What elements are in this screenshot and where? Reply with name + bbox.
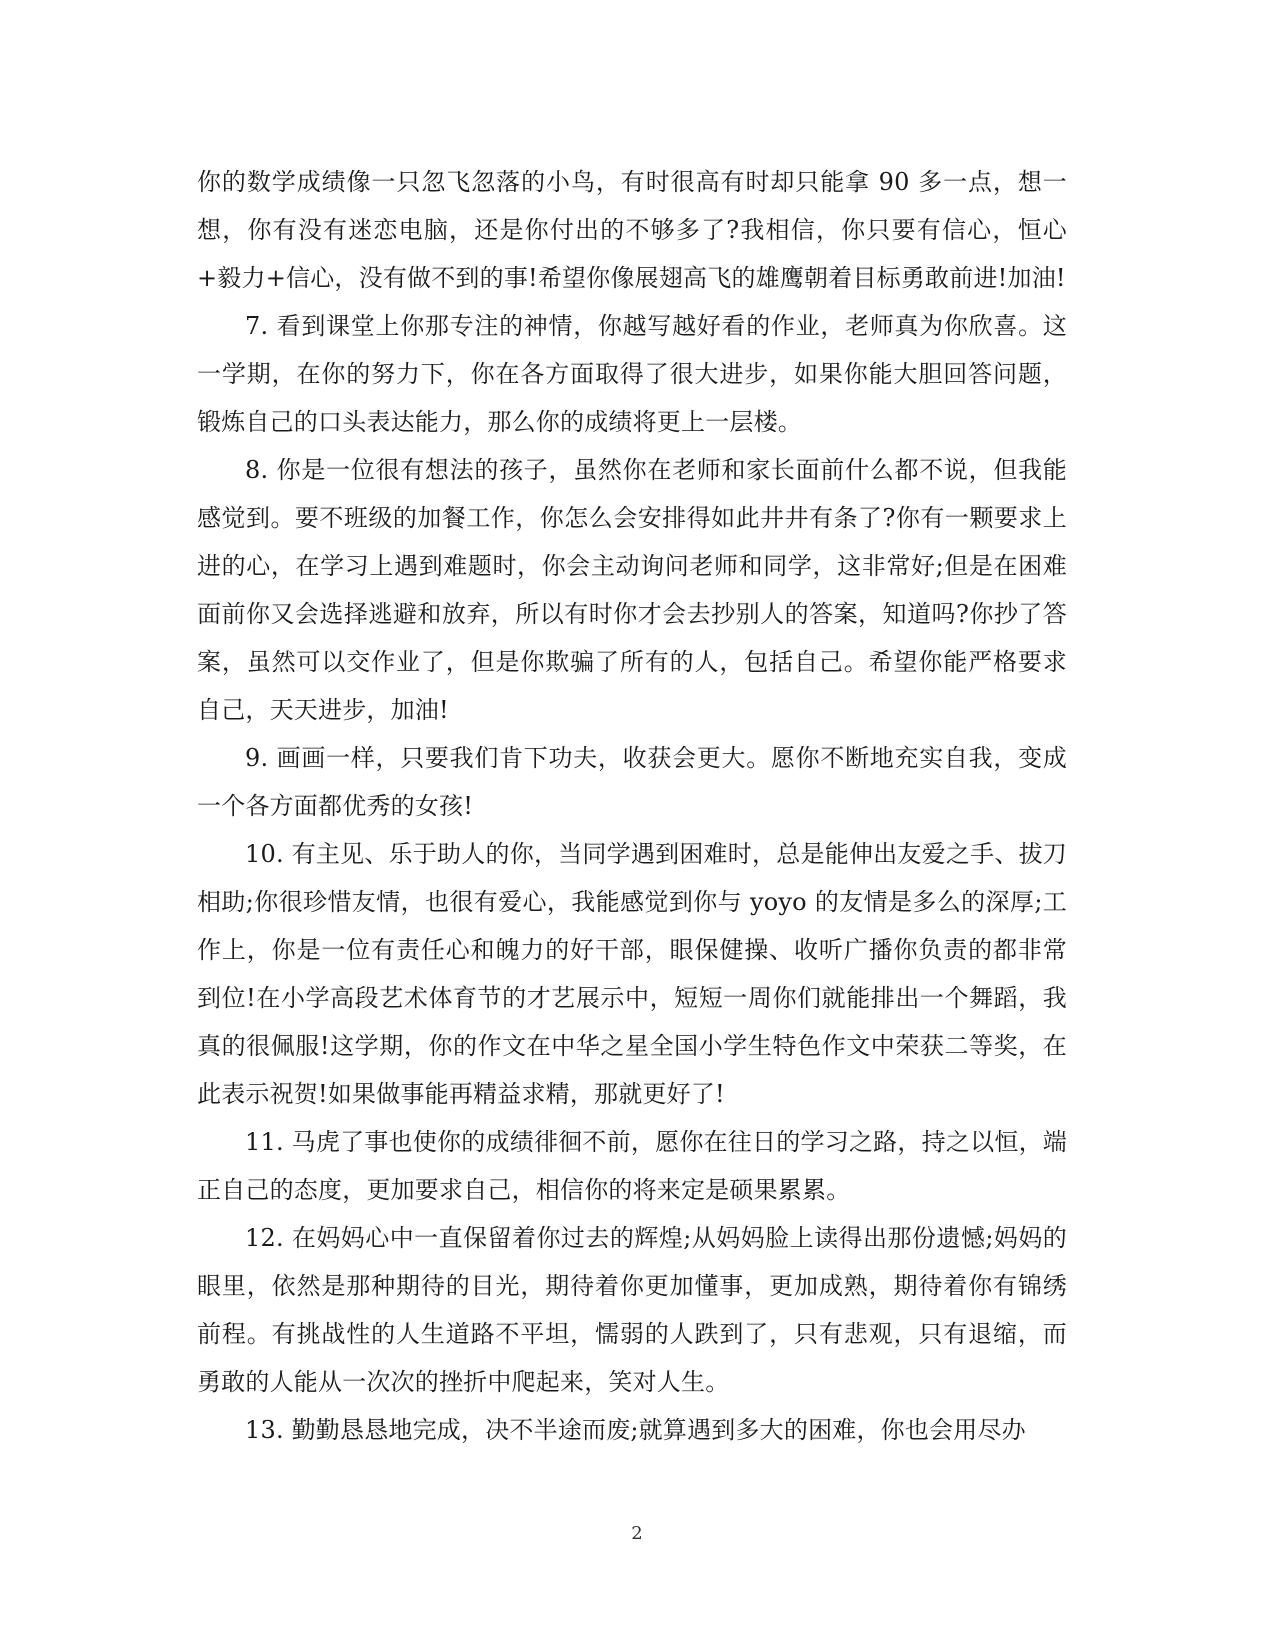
page-number: 2 (631, 1523, 643, 1544)
paragraph-continued: 你的数学成绩像一只忽飞忽落的小鸟，有时很高有时却只能拿 90 多一点，想一想，你有没有迷恋电脑，还是你付出的不够多了?我相信，你只要有信心，恒心+毅力+信心，没有做不到的事!希望你像展翅高飞的雄鹰朝着目标勇敢前进!加油! (197, 168, 1067, 292)
paragraph-12: 12. 在妈妈心中一直保留着你过去的辉煌;从妈妈脸上读得出那份遗憾;妈妈的眼里，依然是那种期待的目光，期待着你更加懂事，更加成熟，期待着你有锦绣前程。有挑战性的人生道路不平坦，懦弱的人跌到了，只有悲观，只有退缩，而勇敢的人能从一次次的挫折中爬起来，笑对人生。 (197, 1224, 1067, 1396)
paragraph-11: 11. 马虎了事也使你的成绩徘徊不前，愿你在往日的学习之路，持之以恒，端正自己的态度，更加要求自己，相信你的将来定是硕果累累。 (197, 1128, 1067, 1204)
body-text (197, 158, 1067, 1454)
paragraph-9: 9. 画画一样，只要我们肯下功夫，收获会更大。愿你不断地充实自我，变成一个各方面都优秀的女孩! (197, 744, 1067, 820)
paragraph-13: 13. 勤勤恳恳地完成，决不半途而废;就算遇到多大的困难，你也会用尽办 (245, 1416, 1026, 1444)
paragraph-7: 7. 看到课堂上你那专注的神情，你越写越好看的作业，老师真为你欣喜。这一学期，在你的努力下，你在各方面取得了很大进步，如果你能大胆回答问题，锻炼自己的口头表达能力，那么你的成绩将更上一层楼。 (197, 312, 1067, 436)
paragraph-10: 10. 有主见、乐于助人的你，当同学遇到困难时，总是能伸出友爱之手、拔刀相助;你很珍惜友情，也很有爱心，我能感觉到你与 yoyo 的友情是多么的深厚;工作上，你是一位有责任心和魄力的好干部，眼保健操、收听广播你负责的都非常到位!在小学高段艺术体育节的才艺展示中，短短一周你们就能排出一个舞蹈，我真的很佩服!这学期，你的作文在中华之星全国小学生特色作文中荣获二等奖，在此表示祝贺!如果做事能再精益求精，那就更好了! (197, 840, 1067, 1108)
paragraph-8: 8. 你是一位很有想法的孩子，虽然你在老师和家长面前什么都不说，但我能感觉到。要不班级的加餐工作，你怎么会安排得如此井井有条了?你有一颗要求上进的心，在学习上遇到难题时，你会主动询问老师和同学，这非常好;但是在困难面前你又会选择逃避和放弃，所以有时你才会去抄别人的答案，知道吗?你抄了答案，虽然可以交作业了，但是你欺骗了所有的人，包括自己。希望你能严格要求自己，天天进步，加油! (197, 456, 1067, 724)
